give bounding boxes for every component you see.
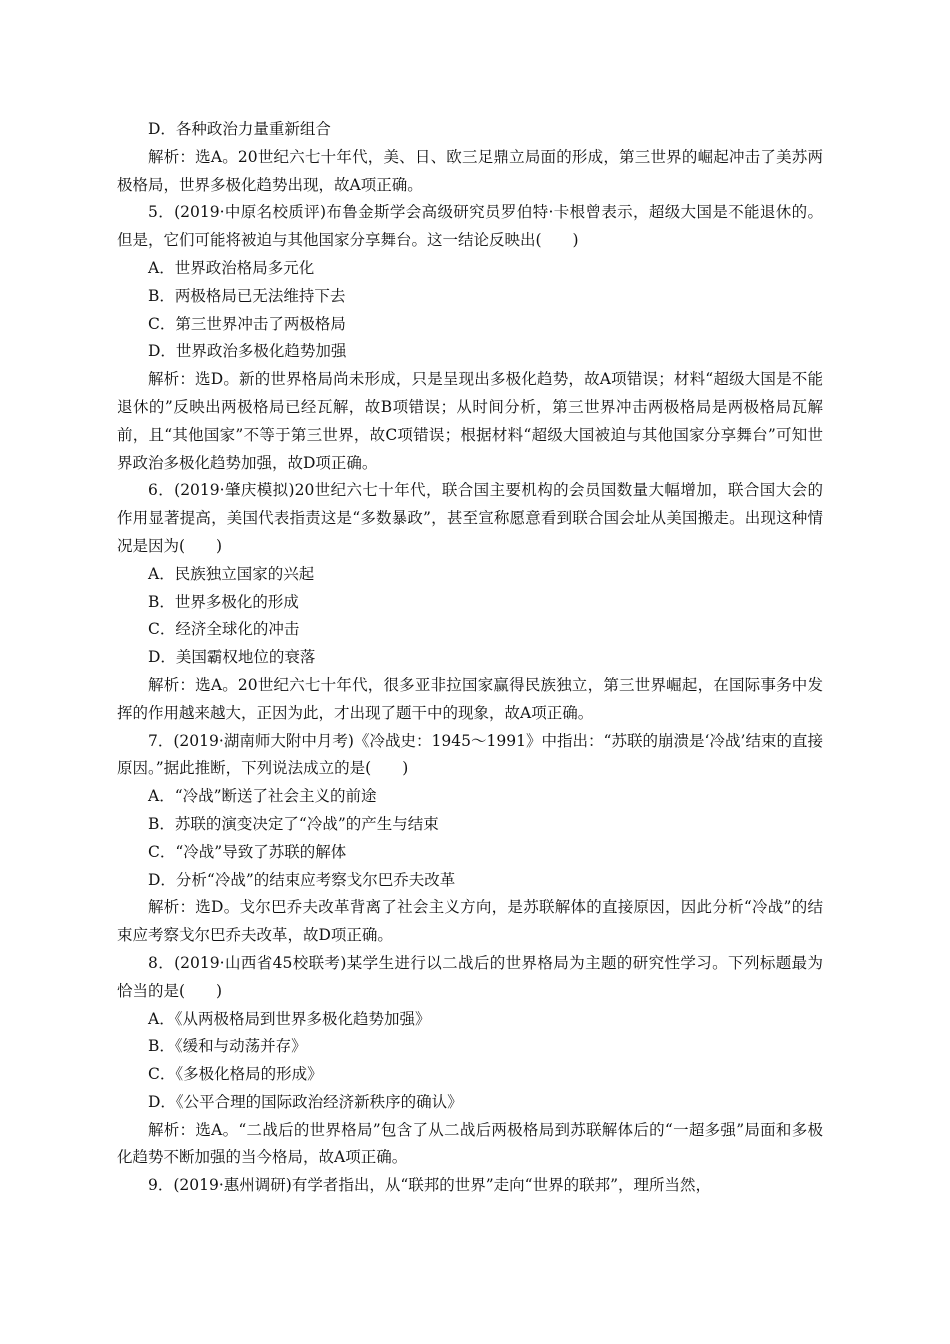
explanation: 解析：选D。新的世界格局尚未形成，只是呈现出多极化趋势，故A项错误；材料“超级大国是不能退休的”反映出两极格局已经瓦解，故B项错误；从时间分析，第三世界冲击两极格局是两极格局瓦解前，且“其他国家”不等于第三世界，故C项错误；根据材料“超级大国被迫与其他国家分享舞台”可知世界政治多极化趋势加强，故D项正确。 <box>117 370 823 472</box>
question-7: 7．(2019·湖南师大附中月考)《冷战史：1945～1991》中指出：“苏联的崩溃是‘冷战’结束的直接原因。”据此推断，下列说法成立的是( ) <box>117 731 823 778</box>
option-b: B．世界多极化的形成 <box>148 592 299 611</box>
option-c: C．经济全球化的冲击 <box>148 620 300 639</box>
option-a: A．民族独立国家的兴起 <box>148 564 315 583</box>
option-d: D．各种政治力量重新组合 <box>148 120 331 138</box>
option-a: A．“冷战”断送了社会主义的前途 <box>148 787 377 806</box>
option-c: C．第三世界冲击了两极格局 <box>148 314 346 333</box>
question-9: 9．(2019·惠州调研)有学者指出，从“联邦的世界”走向“世界的联邦”，理所当然， <box>148 1176 712 1195</box>
option-d: D．世界政治多极化趋势加强 <box>148 342 347 361</box>
option-d: D．美国霸权地位的衰落 <box>148 648 316 667</box>
explanation: 解析：选A。“二战后的世界格局”包含了从二战后两极格局到苏联解体后的“一超多强”局面和多极化趋势不断加强的当今格局，故A项正确。 <box>117 1120 823 1167</box>
option-b: B．两极格局已无法维持下去 <box>148 286 346 305</box>
option-c: C．“冷战”导致了苏联的解体 <box>148 842 347 861</box>
option-b: B．《缓和与动荡并存》 <box>148 1037 307 1056</box>
option-d: D．分析“冷战”的结束应考察戈尔巴乔夫改革 <box>148 870 456 889</box>
explanation: 解析：选A。20世纪六七十年代，美、日、欧三足鼎立局面的形成，第三世界的崛起冲击了美苏两极格局，世界多极化趋势出现，故A项正确。 <box>117 147 823 194</box>
option-b: B．苏联的演变决定了“冷战”的产生与结束 <box>148 814 439 833</box>
option-c: C．《多极化格局的形成》 <box>148 1065 323 1084</box>
question-6: 6．(2019·肇庆模拟)20世纪六七十年代，联合国主要机构的会员国数量大幅增加，联合国大会的作用显著提高，美国代表指责这是“多数暴政”，甚至宣称愿意看到联合国会址从美国搬走。出现这种情况是因为( ) <box>117 481 823 555</box>
question-8: 8．(2019·山西省45校联考)某学生进行以二战后的世界格局为主题的研究性学习。下列标题最为恰当的是( ) <box>117 953 823 1000</box>
option-a: A．《从两极格局到世界多极化趋势加强》 <box>148 1009 431 1028</box>
explanation: 解析：选A。20世纪六七十年代，很多亚非拉国家赢得民族独立，第三世界崛起，在国际事务中发挥的作用越来越大，正因为此，才出现了题干中的现象，故A项正确。 <box>117 675 823 722</box>
question-5: 5．(2019·中原名校质评)布鲁金斯学会高级研究员罗伯特·卡根曾表示，超级大国是不能退休的。但是，它们可能将被迫与其他国家分享舞台。这一结论反映出( ) <box>117 203 823 250</box>
option-a: A．世界政治格局多元化 <box>148 258 315 277</box>
option-d: D．《公平合理的国际政治经济新秩序的确认》 <box>148 1092 463 1111</box>
explanation: 解析：选D。戈尔巴乔夫改革背离了社会主义方向，是苏联解体的直接原因，因此分析“冷战”的结束应考察戈尔巴乔夫改革，故D项正确。 <box>117 898 823 945</box>
document-body <box>117 116 823 1200</box>
